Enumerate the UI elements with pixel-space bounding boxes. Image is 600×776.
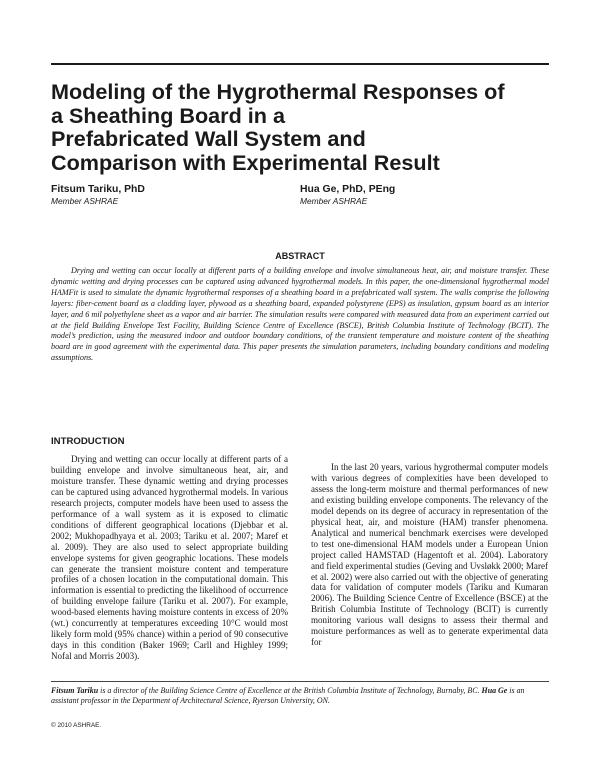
title-line-2: a Sheathing Board in a	[51, 102, 285, 128]
paper-title	[51, 80, 549, 174]
intro-paragraph-1: Drying and wetting can occur locally at different parts of a building envelope and involve simultaneous heat, air, and moisture transfer. These dynamic wetting and drying processes can be captured using advanced hygrothermal models. In various research projects, computer models have been used to assess the performance of a wall system as it is exposed to climatic conditions of different geographical locations (Djebbar et al. 2002; Mukhopadhyaya et al. 2003; Tariku et al. 2007; Maref et al. 2009). They are also used to select appropriate building envelope systems for given geographic locations. These models can generate the transient moisture content and temperature profiles of a chosen location in the computational domain. This information is essential to predicting the likelihood of occurrence of building envelope failure (Tariku et al. 2007). For example, wood-based elements having moisture contents in excess of 20% (wt.) concurrently at temperatures exceeding 10°C would most likely form mold (95% chance) within a period of 90 consecutive days in this condition (Baker 1969; Carll and Highley 1999; Nofal and Morris 2003).	[51, 454, 288, 662]
footnote-rule	[51, 681, 549, 682]
title-line-1: Modeling of the Hygrothermal Responses of	[51, 79, 505, 104]
author-block-1	[51, 183, 145, 207]
author-footnote	[51, 686, 549, 707]
abstract-text: Drying and wetting can occur locally at different parts of a building envelope and involve simultaneous heat, air, and moisture transfer. These dynamic wetting and drying processes can be captured using advanced hygrothermal models. In this paper, the one-dimensional hygrothermal model HAMFit is used to simulate the dynamic hygrothermal responses of a sheathing board in a prefabricated wall system. The walls comprise the following layers: fiber-cement board as a cladding layer, plywood as a sheathing board, expanded polystyrene (EPS) as insulation, gypsum board as an interior layer, and 6 mil polyethylene sheet as a vapor and air barrier. The simulation results were compared with measured data from an experiment carried out at the field Building Envelope Test Facility, Building Science Centre of Excellence (BSCE), British Columbia Institute of Technology (BCIT). The model’s prediction, using the measured indoor and outdoor boundary conditions, of the transient temperature and moisture content of the sheathing board are in good agreement with the experimental data. This paper presents the simulation parameters, including boundary conditions and modeling assumptions.	[51, 266, 549, 363]
author-name: Fitsum Tariku, PhD	[51, 184, 145, 195]
introduction-heading: INTRODUCTION	[51, 436, 125, 447]
footnote-author-2: Hua Ge	[481, 686, 508, 695]
left-column	[51, 434, 288, 662]
copyright-notice: © 2010 ASHRAE.	[51, 722, 102, 729]
intro-paragraph-2: In the last 20 years, various hygrothermal computer models with various degrees of complexities have been developed to assess the long-term moisture and thermal performances of new and existing building envelope components. The relevancy of the model depends on its degree of accuracy in representation of the physical heat, air, and moisture (HAM) transfer phenomena. Analytical and numerical benchmark exercises were developed to test one-dimensional HAM models under a European Union project called HAMSTAD (Hagentoft et al. 2004). Laboratory and field experimental studies (Geving and Uvsløkk 2000; Maref et al. 2002) were also carried out with the objective of generating data for validation of computer models (Tariku and Kumaran 2006). The Building Science Centre of Excellence (BSCE) at the British Columbia Institute of Technology (BCIT) is currently monitoring various wall designs to assess their thermal and moisture performances as well as to generate experimental data for	[311, 462, 548, 648]
abstract-heading: ABSTRACT	[275, 251, 325, 261]
footnote-text-2: is an assistant professor in the Department of Architectural Science, Ryerson University, ON.	[51, 686, 525, 706]
title-line-3: Prefabricated Wall System and	[51, 126, 366, 152]
author-name: Hua Ge, PhD, PEng	[300, 184, 396, 195]
footnote-text-1: is a director of the Building Science Centre of Excellence at the British Columbia Institute of Technology, Burnaby, BC.	[98, 686, 482, 695]
author-block-2	[300, 183, 395, 207]
footnote-author-1: Fitsum Tariku	[51, 686, 99, 695]
author-affiliation: Member ASHRAE	[300, 196, 368, 206]
right-column	[311, 462, 548, 648]
author-affiliation: Member ASHRAE	[51, 196, 119, 206]
title-line-4: Comparison with Experimental Result	[51, 149, 440, 175]
top-rule	[51, 63, 549, 65]
